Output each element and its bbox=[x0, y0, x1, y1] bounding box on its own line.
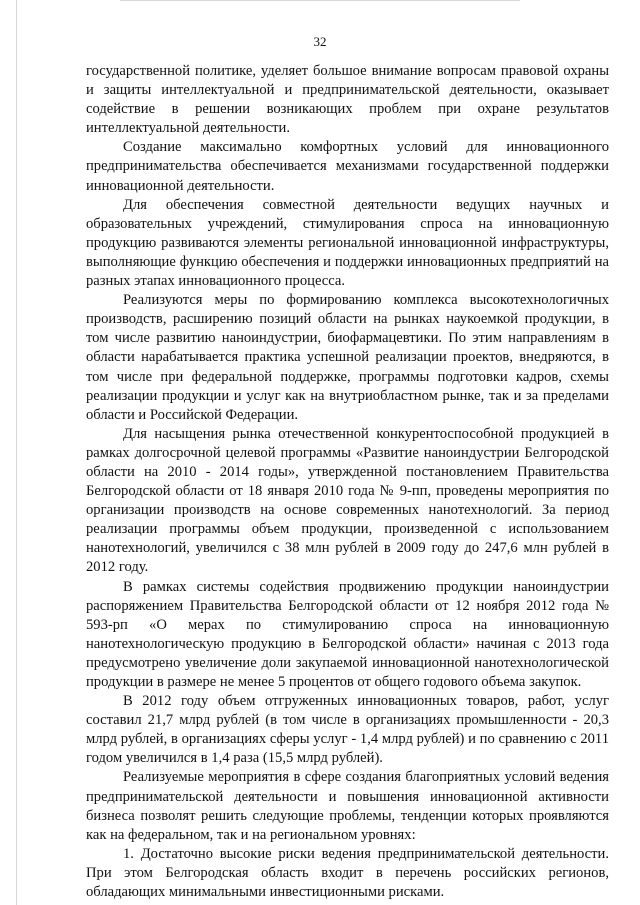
scan-edge-mark-top bbox=[120, 0, 520, 1]
document-body bbox=[86, 62, 609, 902]
paragraph-problems-intro: Реализуемые мероприятия в сфере создания благоприятных условий ведения предпринимательской деятельности и повышения инновационной активности бизнеса позволят решить следующие проблемы, тенденции которых проявляются как на федеральном, так и на региональном уровнях: bbox=[86, 769, 609, 843]
paragraph-joint-activity: Для обеспечения совместной деятельности ведущих научных и образовательных учреждений, стимулирования спроса на инновационную продукцию развиваются элементы региональной инновационной инфраструктуры, выполняющие функцию обеспечения и поддержки инновационных предприятий на разных этапах инновационного процесса. bbox=[86, 196, 609, 290]
scan-edge-mark-left bbox=[16, 0, 17, 905]
paragraph-continuation: государственной политике, уделяет большое внимание вопросам правовой охраны и защиты интеллектуальной и предпринимательской деятельности, оказывает содействие в решении возникающих проблем при охране результатов интеллектуальной деятельности. bbox=[86, 63, 609, 137]
paragraph-high-tech-measures: Реализуются меры по формированию комплекса высокотехнологичных производств, расширению позиций области на рынках наукоемкой продукции, в том числе развитию наноиндустрии, биофармацевтики. По этим направлениям в области нарабатывается практика успешной реализации проектов, внедряются, в том числе при федеральной поддержке, программы подготовки кадров, схемы реализации продукции и услуг как на внутриобластном рынке, так и за пределами области и Российской Федерации. bbox=[86, 292, 609, 423]
paragraph-comfortable-conditions: Создание максимально комфортных условий для инновационного предпринимательства обеспечивается механизмами государственной поддержки инновационной деятельности. bbox=[86, 139, 609, 194]
paragraph-nanoindustry-program: Для насыщения рынка отечественной конкурентоспособной продукцией в рамках долгосрочной целевой программы «Развитие наноиндустрии Белгородской области на 2010 - 2014 годы», утвержденной постановлением Правительства Белгородской области от 18 января 2010 года № 9-пп, проведены мероприятия по организации производств на основе современных нанотехнологий. За период реализации программы объем продукции, произведенной с использованием нанотехнологий, увеличился с 38 млн рублей в 2009 году до 247,6 млн рублей в 2012 году. bbox=[86, 425, 609, 576]
paragraph-innovation-volume: В 2012 году объем отгруженных инновационных товаров, работ, услуг составил 21,7 млрд рублей (в том числе в организациях промышленности - 20,3 млрд рублей, в организациях сферы услуг - 1,4 млрд рублей) и по сравнению с 2011 годом увеличился в 1,4 раза (15,5 млрд рублей). bbox=[86, 693, 609, 767]
paragraph-list-item-1: 1. Достаточно высокие риски ведения предпринимательской деятельности. При этом Белгородская область входит в перечень российских регионов, обладающих минимальными инвестиционными рисками. bbox=[86, 845, 609, 901]
paragraph-procurement-order: В рамках системы содействия продвижению продукции наноиндустрии распоряжением Правительства Белгородской области от 12 ноября 2012 года № 593-рп «О мерах по стимулированию спроса на инновационную нанотехнологическую продукцию в Белгородской области» начиная с 2013 года предусмотрено увеличение доли закупаемой инновационной нанотехнологической продукции в размере не менее 5 процентов от общего годового объема закупок. bbox=[86, 578, 609, 690]
page-number: 32 bbox=[313, 34, 327, 49]
